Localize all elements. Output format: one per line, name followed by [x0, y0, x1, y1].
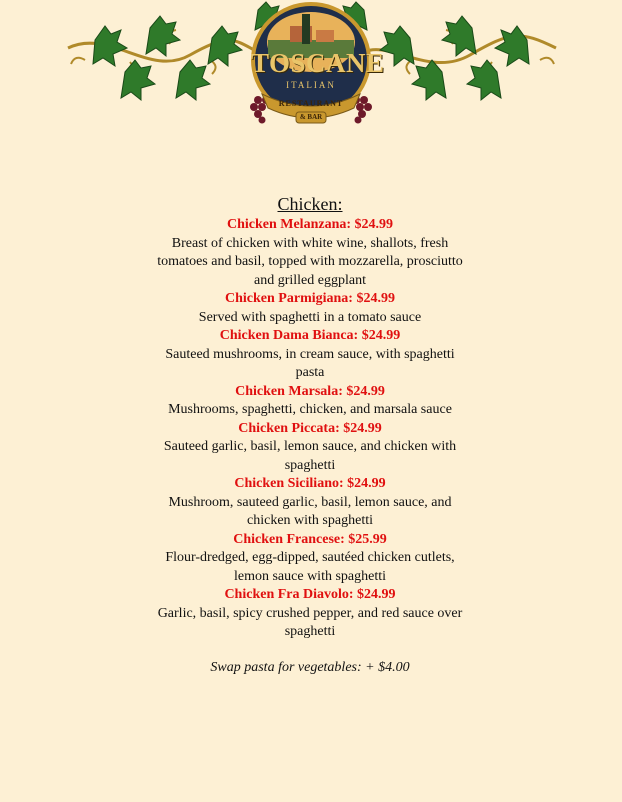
menu-item: [150, 327, 470, 383]
menu-item: [150, 420, 470, 476]
menu-item-description: Sauteed garlic, basil, lemon sauce, and chicken with spaghetti: [163, 439, 457, 473]
logo-ribbon-text: RESTAURANT: [278, 99, 344, 108]
menu-item-description: Mushrooms, spaghetti, chicken, and marsala sauce: [168, 402, 452, 417]
menu-item-description: Breast of chicken with white wine, shallots, fresh tomatoes and basil, topped with mozzarella, prosciutto and grilled eggplant: [157, 235, 463, 288]
logo-tagline: & BAR: [299, 113, 323, 121]
menu-item-description: Mushroom, sauteed garlic, basil, lemon sauce, and chicken with spaghetti: [168, 494, 452, 528]
menu-item-name: Chicken Dama Bianca: $24.99: [219, 328, 401, 343]
menu-item: [150, 290, 470, 327]
menu-item-description: Garlic, basil, spicy crushed pepper, and red sauce over spaghetti: [157, 605, 463, 639]
menu-item-name: Chicken Parmigiana: $24.99: [225, 291, 395, 306]
menu-item: [150, 216, 470, 290]
menu-item: [150, 383, 470, 420]
menu-item-name: Chicken Melanzana: $24.99: [226, 217, 394, 232]
menu-item-name: Chicken Piccata: $24.99: [238, 420, 382, 436]
header-banner: [0, 0, 622, 130]
menu-item-name: Chicken Fra Diavolo: $24.99: [224, 587, 396, 602]
menu-item-description: Sauteed mushrooms, in cream sauce, with spaghetti pasta: [165, 346, 455, 380]
menu-item: [150, 586, 470, 642]
menu-section: [150, 193, 470, 677]
menu-item-name: Chicken Francese: $25.99: [233, 531, 387, 547]
menu-item: [150, 475, 470, 531]
menu-item-description: Served with spaghetti in a tomato sauce: [198, 309, 422, 325]
menu-item-name: Chicken Siciliano: $24.99: [234, 476, 386, 491]
logo-brand: TOSCANE: [251, 48, 385, 78]
menu-item-name: Chicken Marsala: $24.99: [235, 383, 385, 399]
logo-subtitle: ITALIAN: [286, 80, 336, 90]
menu-item: [150, 531, 470, 587]
substitution-note: Swap pasta for vegetables: + $4.00: [210, 659, 410, 675]
menu-item-description: Flour-dredged, egg-dipped, sautéed chicken cutlets, lemon sauce with spaghetti: [165, 550, 455, 584]
section-title: Chicken:: [277, 194, 343, 214]
